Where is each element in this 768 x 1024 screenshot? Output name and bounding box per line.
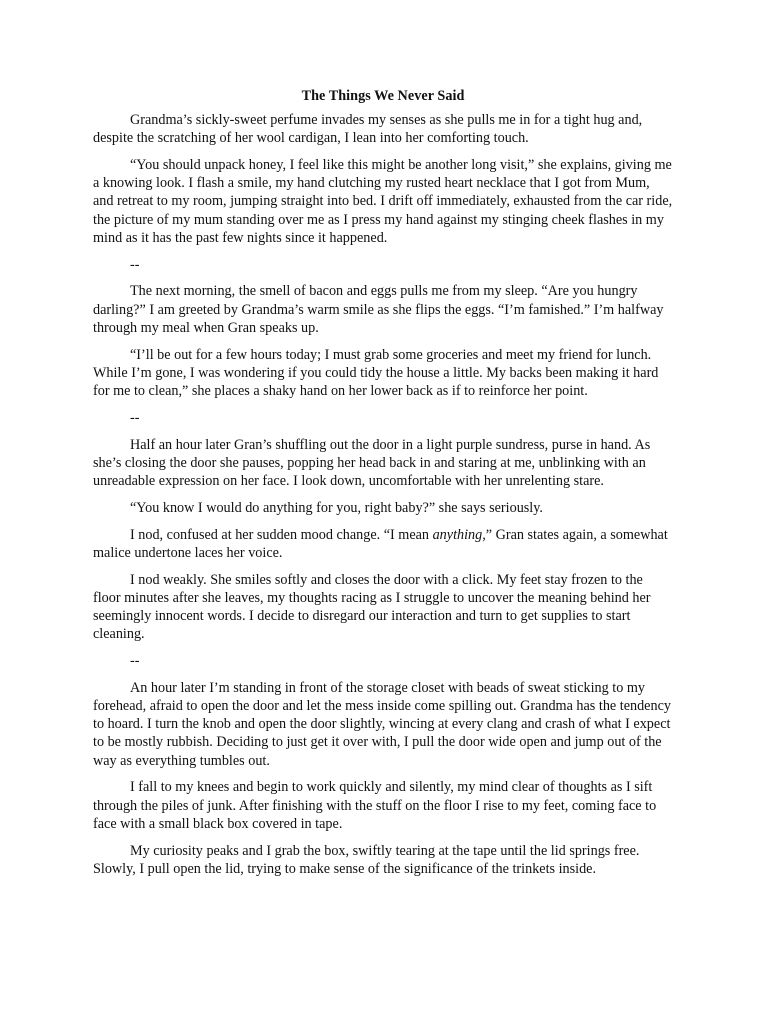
- paragraph: “You know I would do anything for you, right baby?” she says seriously.: [130, 499, 543, 516]
- section-separator: --: [130, 653, 140, 670]
- paragraph-text: ,” Gran states again, a somewhat malice undertone laces her voice.: [93, 526, 668, 561]
- paragraph: I nod weakly. She smiles softly and closes the door with a click. My feet stay frozen to the floor minutes after she leaves, my thoughts racing as I struggle to uncover the meaning behind her seemingly innocent words. I decide to disregard our interaction and turn to get supplies to start cleaning.: [93, 571, 651, 643]
- paragraph: I fall to my knees and begin to work quickly and silently, my mind clear of thoughts as I sift through the piles of junk. After finishing with the stuff on the floor I rise to my feet, coming face to face with a small black box covered in tape.: [93, 779, 657, 832]
- document-title: The Things We Never Said: [301, 88, 465, 104]
- paragraph: Half an hour later Gran’s shuffling out the door in a light purple sundress, purse in hand. As she’s closing the door she pauses, popping her head back in and staring at me, unblinking with an unreadable expression on her face. I look down, uncomfortable with her unrelenting stare.: [93, 436, 651, 490]
- paragraph: My curiosity peaks and I grab the box, swiftly tearing at the tape until the lid springs free. Slowly, I pull open the lid, trying to make sense of the significance of the trinkets inside.: [93, 842, 640, 877]
- paragraph: [93, 526, 673, 562]
- section-separator: --: [130, 256, 140, 273]
- paragraph: An hour later I’m standing in front of the storage closet with beads of sweat sticking to my forehead, afraid to open the door and let the mess inside come spilling out. Grandma has the tendency to hoard. I turn the knob and open the door slightly, wincing at every clang and crash of what I expect to be mostly rubbish. Deciding to just get it over with, I pull the door wide open and jump out of the way as everything tumbles out.: [93, 679, 671, 769]
- paragraph: “You should unpack honey, I feel like this might be another long visit,” she explains, giving me a knowing look. I flash a smile, my hand clutching my rusted heart necklace that I got from Mum, and retreat to my room, jumping straight into bed. I drift off immediately, exhausted from the car ride, the picture of my mum standing over me as I press my hand against my stinging cheek flashes in my mind as it has the past few nights since it happened.: [93, 157, 673, 246]
- paragraph: Grandma’s sickly-sweet perfume invades my senses as she pulls me in for a tight hug and, despite the scratching of her wool cardigan, I lean into her comforting touch.: [93, 112, 643, 147]
- paragraph: “I’ll be out for a few hours today; I must grab some groceries and meet my friend for lunch. While I’m gone, I was wondering if you could tidy the house a little. My backs been making it hard for me to clean,” she places a shaky hand on her lower back as if to reinforce her point.: [93, 346, 659, 400]
- document-page: [93, 87, 673, 887]
- section-separator: --: [130, 409, 140, 426]
- paragraph: The next morning, the smell of bacon and eggs pulls me from my sleep. “Are you hungry darling?” I am greeted by Grandma’s warm smile as she flips the eggs. “I’m famished.” I’m halfway through my meal when Gran speaks up.: [93, 283, 664, 336]
- paragraph-text: I nod, confused at her sudden mood change. “I mean: [130, 526, 433, 543]
- emphasized-word: anything: [432, 526, 483, 543]
